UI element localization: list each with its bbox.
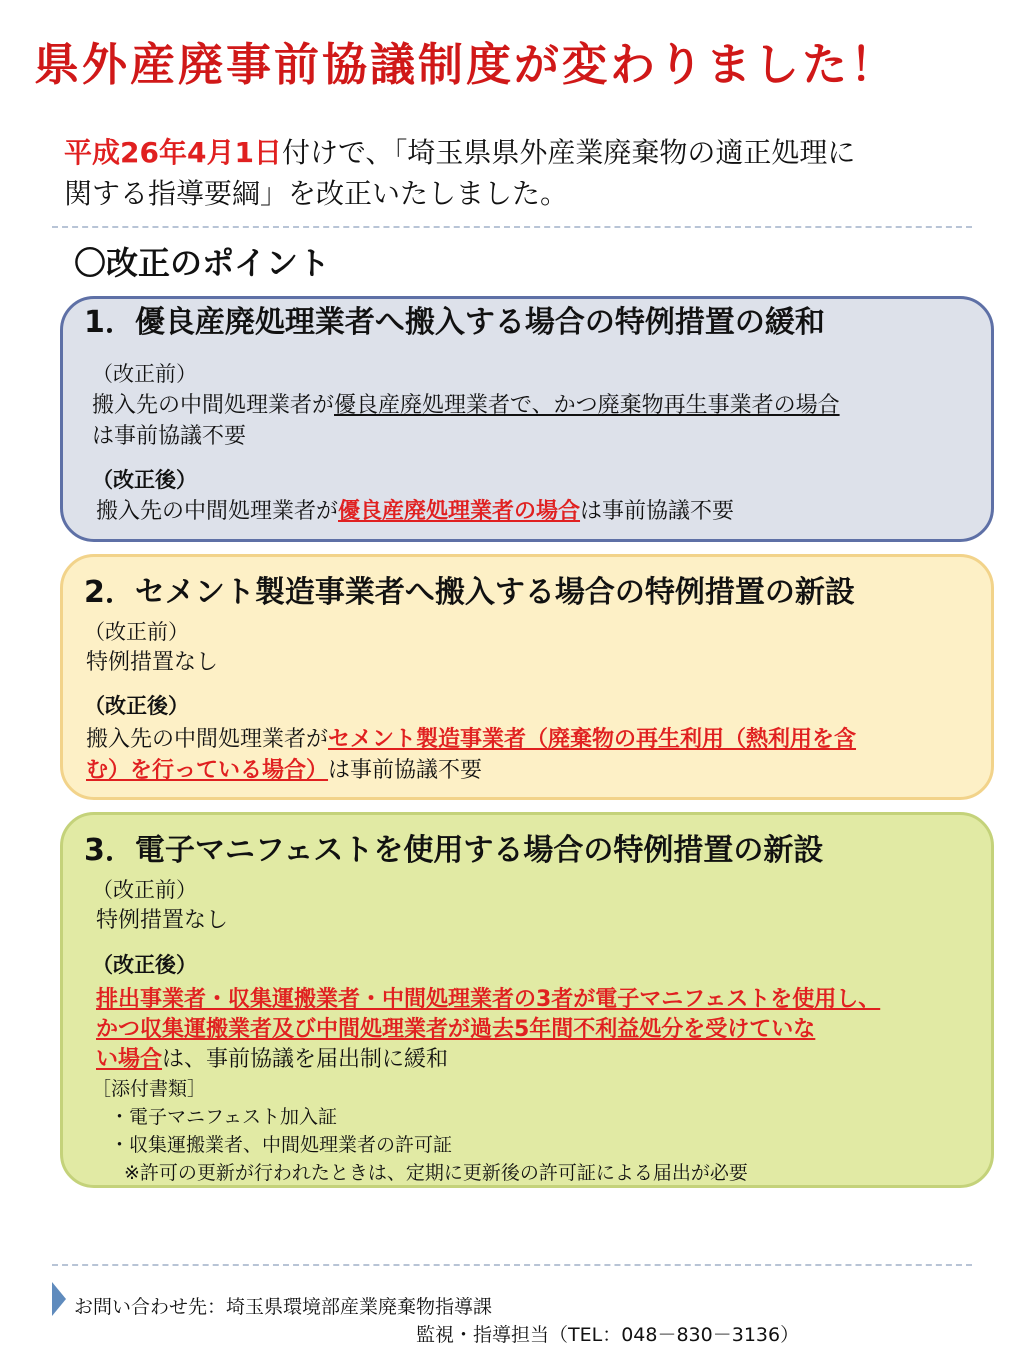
contact-phone: 監視・指導担当（TEL：048－830－3136）: [416, 1324, 800, 1346]
intro-line-2: 関する指導要綱」を改正いたしました。: [64, 177, 569, 210]
divider-bottom: [52, 1264, 972, 1266]
revision-point-2-heading: 2．セメント製造事業者へ搬入する場合の特例措置の新設: [84, 575, 855, 610]
revision-point-3-heading: 3．電子マニフェストを使用する場合の特例措置の新設: [84, 833, 824, 868]
after-label: （改正後）: [92, 468, 197, 492]
page-title: 県外産廃事前協議制度が変わりました！: [34, 38, 899, 91]
arrow-right-icon: [52, 1282, 66, 1316]
after-label: （改正後）: [84, 694, 189, 718]
point-3-before: 特例措置なし: [96, 908, 229, 933]
point-2-after-line-2: む）を行っている場合）は事前協議不要: [86, 758, 483, 783]
before-label: （改正前）: [92, 362, 197, 386]
contact-text: お問い合わせ先：埼玉県環境部産業廃棄物指導課: [74, 1296, 493, 1318]
point-2-after-line-1: 搬入先の中間処理業者がセメント製造事業者（廃棄物の再生利用（熱利用を含: [86, 727, 857, 752]
point-1-before-line-1: 搬入先の中間処理業者が優良産廃処理業者で、かつ廃棄物再生事業者の場合: [92, 393, 840, 418]
point-3-after-line-2: かつ収集運搬業者及び中間処理業者が過去5年間不利益処分を受けていな: [96, 1017, 816, 1042]
revision-point-1-heading: 1．優良産廃処理業者へ搬入する場合の特例措置の緩和: [84, 305, 825, 340]
after-label: （改正後）: [92, 953, 197, 977]
point-1-before-line-2: は事前協議不要: [92, 424, 247, 449]
before-label: （改正前）: [92, 878, 197, 902]
intro-line-1: 平成26年4月1日付けで、「埼玉県県外産業廃棄物の適正処理に: [64, 136, 856, 169]
attachments-title: ［添付書類］: [92, 1078, 207, 1100]
attachment-item: ・収集運搬業者、中間処理業者の許可証: [110, 1134, 453, 1156]
divider-top: [52, 226, 972, 228]
effective-date: 平成26年4月1日: [64, 136, 282, 169]
point-3-after-line-3: い場合は、事前協議を届出制に緩和: [96, 1047, 449, 1072]
attachment-item: ・電子マニフェスト加入証: [110, 1106, 338, 1128]
points-heading: 〇改正のポイント: [74, 244, 331, 282]
point-2-before: 特例措置なし: [86, 650, 219, 675]
attachment-note: ※許可の更新が行われたときは、定期に更新後の許可証による届出が必要: [124, 1162, 748, 1184]
before-label: （改正前）: [84, 620, 189, 644]
intro-text: [64, 132, 999, 214]
point-3-after-line-1: 排出事業者・収集運搬業者・中間処理業者の3者が電子マニフェストを使用し、: [96, 987, 881, 1012]
point-1-after: 搬入先の中間処理業者が優良産廃処理業者の場合は事前協議不要: [96, 499, 735, 524]
